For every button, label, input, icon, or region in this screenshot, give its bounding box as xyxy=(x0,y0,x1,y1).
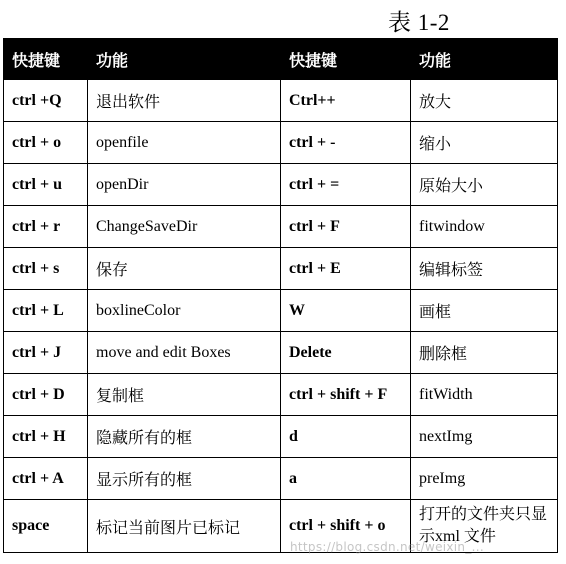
function-cell: 保存 xyxy=(88,248,281,290)
function-cell: openDir xyxy=(88,164,281,206)
function-cell: 缩小 xyxy=(411,122,558,164)
function-cell: boxlineColor xyxy=(88,290,281,332)
table-row xyxy=(4,374,558,416)
shortcut-cell: ctrl + E xyxy=(281,248,411,290)
shortcut-cell: ctrl + F xyxy=(281,206,411,248)
function-cell: 标记当前图片已标记 xyxy=(88,500,281,553)
table-row xyxy=(4,458,558,500)
function-cell: fitWidth xyxy=(411,374,558,416)
header-shortcut-2: 快捷键 xyxy=(281,39,411,80)
table-caption xyxy=(0,2,566,34)
shortcut-cell: ctrl + shift + o xyxy=(281,500,411,553)
function-cell: 隐藏所有的框 xyxy=(88,416,281,458)
function-cell: 复制框 xyxy=(88,374,281,416)
shortcut-cell: ctrl + = xyxy=(281,164,411,206)
header-function-1: 功能 xyxy=(88,39,281,80)
shortcut-cell: ctrl + L xyxy=(4,290,88,332)
shortcut-cell: ctrl + A xyxy=(4,458,88,500)
function-cell: 打开的文件夹只显示xml 文件 xyxy=(411,500,558,553)
function-cell: fitwindow xyxy=(411,206,558,248)
table-row xyxy=(4,164,558,206)
table-caption-text: 表 1-2 xyxy=(388,10,450,35)
function-cell: nextImg xyxy=(411,416,558,458)
shortcut-cell: ctrl + u xyxy=(4,164,88,206)
function-cell: preImg xyxy=(411,458,558,500)
shortcut-cell: W xyxy=(281,290,411,332)
table-row xyxy=(4,416,558,458)
function-cell: openfile xyxy=(88,122,281,164)
shortcut-cell: ctrl + - xyxy=(281,122,411,164)
function-cell: 编辑标签 xyxy=(411,248,558,290)
shortcut-cell: ctrl + o xyxy=(4,122,88,164)
header-row xyxy=(4,39,558,80)
function-cell: 原始大小 xyxy=(411,164,558,206)
function-cell: move and edit Boxes xyxy=(88,332,281,374)
header-shortcut-1: 快捷键 xyxy=(4,39,88,80)
header-function-2: 功能 xyxy=(411,39,558,80)
shortcut-cell: Ctrl++ xyxy=(281,80,411,122)
table-header xyxy=(4,39,558,80)
shortcut-cell: ctrl + J xyxy=(4,332,88,374)
table-row xyxy=(4,332,558,374)
table-body xyxy=(4,80,558,553)
shortcut-cell: d xyxy=(281,416,411,458)
table-row xyxy=(4,206,558,248)
shortcut-cell: a xyxy=(281,458,411,500)
shortcut-cell: ctrl + shift + F xyxy=(281,374,411,416)
function-cell: 删除框 xyxy=(411,332,558,374)
shortcut-cell: ctrl + s xyxy=(4,248,88,290)
watermark: https://blog.csdn.net/weixin_... xyxy=(290,540,484,554)
table-row xyxy=(4,290,558,332)
function-cell: ChangeSaveDir xyxy=(88,206,281,248)
table-row xyxy=(4,122,558,164)
shortcut-cell: ctrl +Q xyxy=(4,80,88,122)
shortcut-cell: space xyxy=(4,500,88,553)
table-row xyxy=(4,248,558,290)
function-cell: 放大 xyxy=(411,80,558,122)
shortcut-cell: ctrl + D xyxy=(4,374,88,416)
function-cell: 显示所有的框 xyxy=(88,458,281,500)
shortcut-cell: ctrl + H xyxy=(4,416,88,458)
table-row xyxy=(4,80,558,122)
function-cell: 退出软件 xyxy=(88,80,281,122)
shortcut-cell: ctrl + r xyxy=(4,206,88,248)
function-cell: 画框 xyxy=(411,290,558,332)
shortcut-cell: Delete xyxy=(281,332,411,374)
shortcut-table xyxy=(3,38,558,553)
